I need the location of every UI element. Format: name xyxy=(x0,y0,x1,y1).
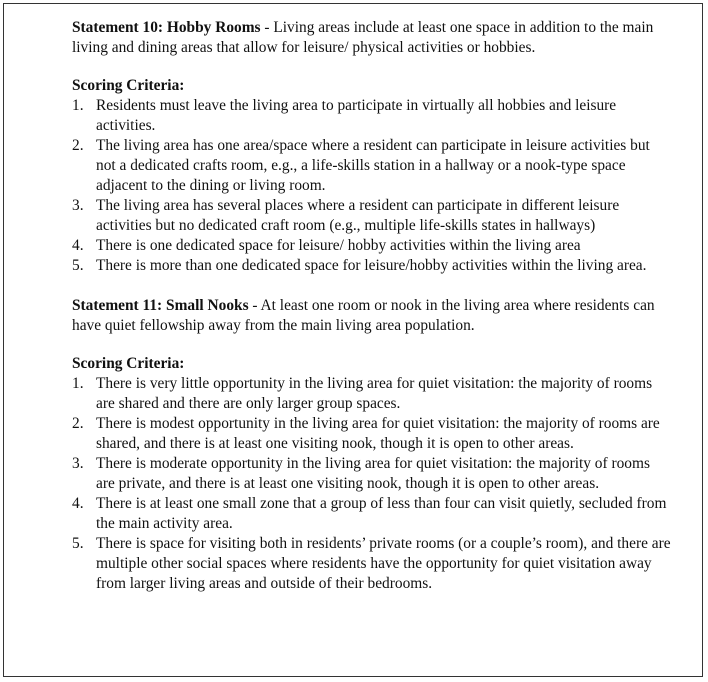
criteria-item xyxy=(72,494,672,534)
criteria-number: 2. xyxy=(72,137,84,154)
criteria-text: There is at least one small zone that a group of less than four can visit quietly, secluded from the main activity area. xyxy=(96,495,667,532)
criteria-item xyxy=(72,96,672,136)
statement-11 xyxy=(72,296,672,336)
statement-11-description: - At least one room or nook in the living area where residents can have quiet fellowship away from the main living area population. xyxy=(72,297,655,334)
criteria-item xyxy=(72,414,672,454)
criteria-text: There is modest opportunity in the living area for quiet visitation: the majority of rooms are shared, and there is at least one visiting nook, though it is open to other areas. xyxy=(96,415,660,452)
criteria-number: 4. xyxy=(72,495,84,512)
criteria-number: 1. xyxy=(72,97,84,114)
criteria-text: There is more than one dedicated space for leisure/hobby activities within the living area. xyxy=(96,257,647,274)
statement-11-title: Statement 11: Small Nooks xyxy=(72,297,249,314)
criteria-text: Residents must leave the living area to participate in virtually all hobbies and leisure activities. xyxy=(96,97,617,134)
criteria-item xyxy=(72,236,672,256)
criteria-number: 1. xyxy=(72,375,84,392)
criteria-text: There is space for visiting both in residents’ private rooms (or a couple’s room), and there are multiple other social spaces where residents have the opportunity for quiet visitation away from larger living areas and outside of their bedrooms. xyxy=(96,535,671,592)
criteria-number: 3. xyxy=(72,197,84,214)
criteria-item xyxy=(72,454,672,494)
statement-10-criteria-list xyxy=(72,96,672,276)
criteria-number: 5. xyxy=(72,535,84,552)
criteria-number: 2. xyxy=(72,415,84,432)
statement-11-criteria-heading: Scoring Criteria: xyxy=(72,355,185,372)
statement-10-description: - Living areas include at least one space in addition to the main living and dining areas that allow for leisure/ physical activities or hobbies. xyxy=(72,19,654,56)
statement-11-criteria-list xyxy=(72,374,672,594)
criteria-item xyxy=(72,136,672,196)
criteria-number: 5. xyxy=(72,257,84,274)
criteria-number: 4. xyxy=(72,237,84,254)
criteria-text: There is moderate opportunity in the living area for quiet visitation: the majority of rooms are private, and there is at least one visiting nook, though it is open to other areas. xyxy=(96,455,650,492)
criteria-item xyxy=(72,374,672,414)
statement-10-criteria-heading: Scoring Criteria: xyxy=(72,77,185,94)
criteria-text: There is one dedicated space for leisure/ hobby activities within the living area xyxy=(96,237,581,254)
criteria-item xyxy=(72,256,672,276)
criteria-item xyxy=(72,196,672,236)
statement-10 xyxy=(72,18,672,58)
criteria-number: 3. xyxy=(72,455,84,472)
criteria-item xyxy=(72,534,672,594)
criteria-text: The living area has one area/space where a resident can participate in leisure activities but not a dedicated crafts room, e.g., a life-skills station in a hallway or a nook-type space adjacent to the dining or living room. xyxy=(96,137,650,194)
document-content xyxy=(72,18,672,594)
criteria-text: The living area has several places where a resident can participate in different leisure activities but no dedicated craft room (e.g., multiple life-skills states in hallways) xyxy=(96,197,620,234)
section-spacer xyxy=(72,276,672,296)
statement-10-title: Statement 10: Hobby Rooms xyxy=(72,19,261,36)
criteria-text: There is very little opportunity in the living area for quiet visitation: the majority of rooms are shared and there are only larger group spaces. xyxy=(96,375,653,412)
